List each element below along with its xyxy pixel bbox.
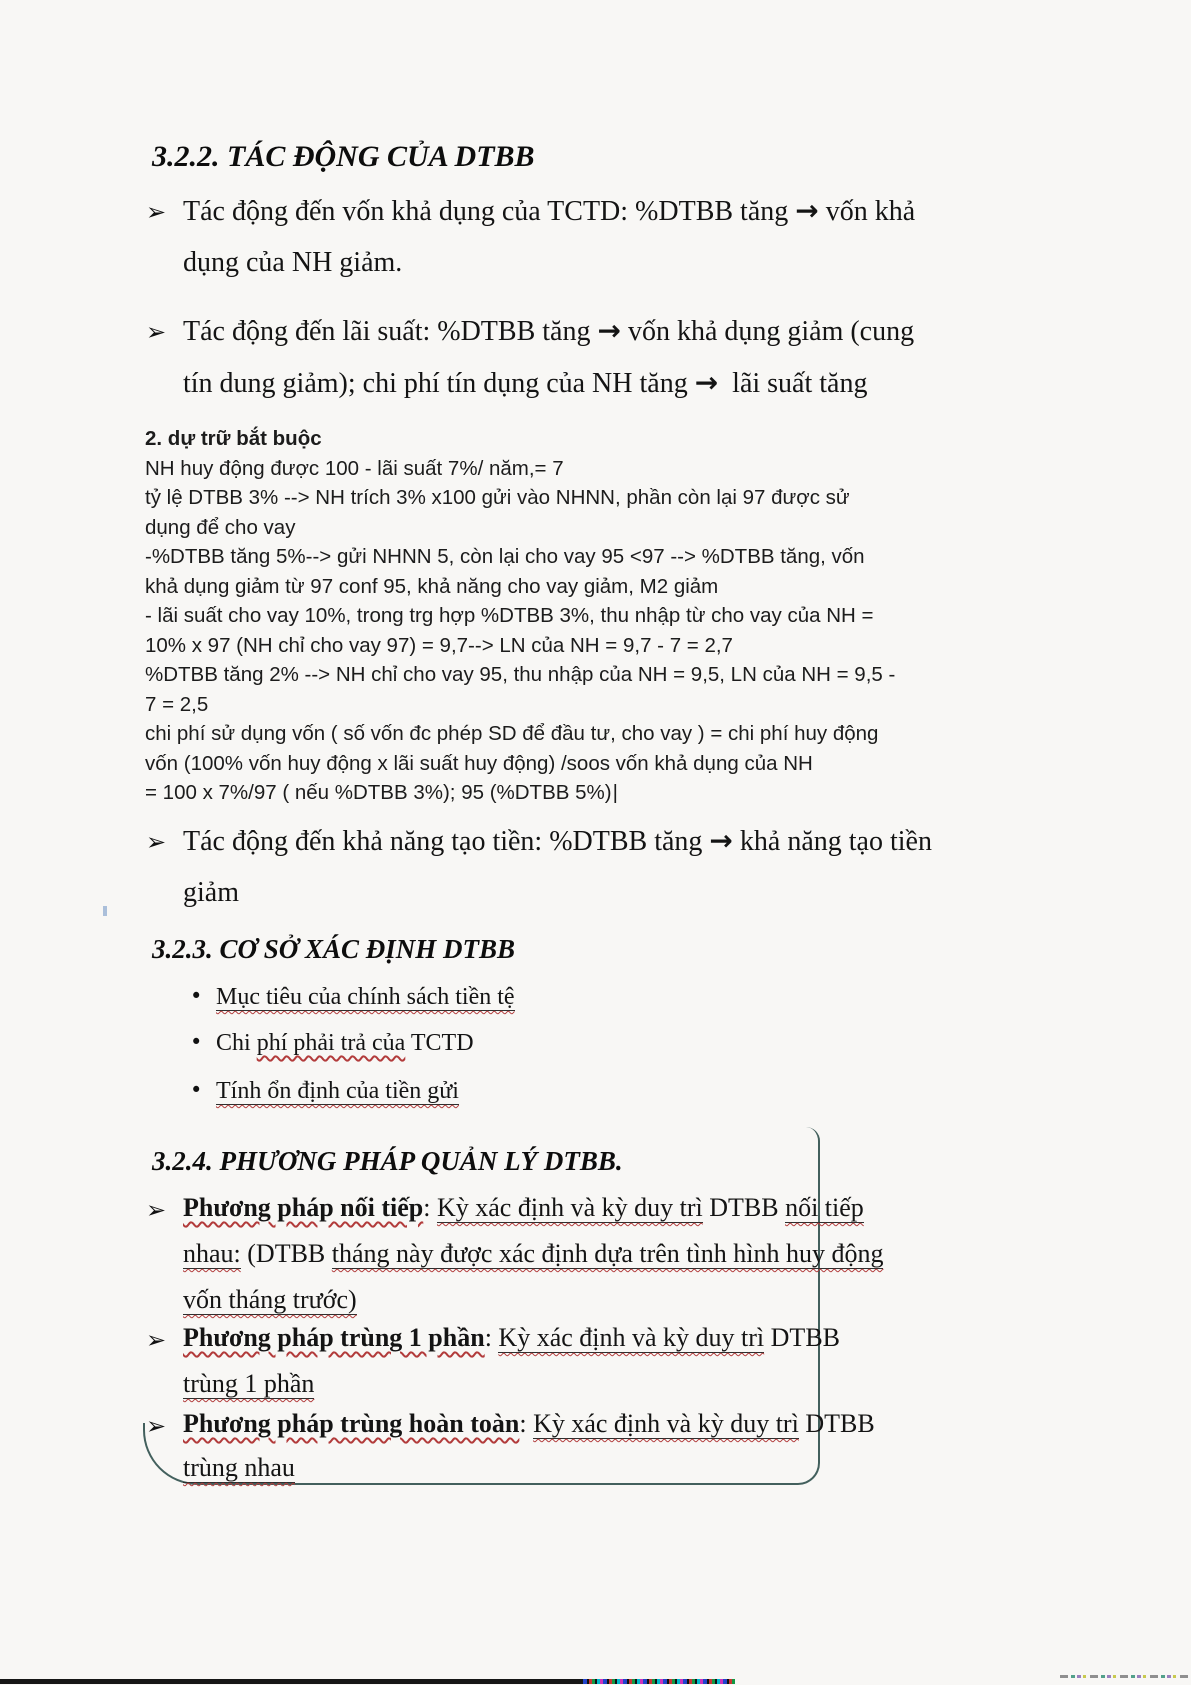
s324-item3-line1: Phương pháp trùng hoàn toàn: Kỳ xác định và kỳ duy trì DTBB: [183, 1409, 875, 1438]
s324-item2-line1: Phương pháp trùng 1 phần: Kỳ xác định và kỳ duy trì DTBB: [183, 1323, 840, 1352]
s324-item1-line1: Phương pháp nối tiếp: Kỳ xác định và kỳ duy trì DTBB nối tiếp: [183, 1193, 864, 1222]
note-line: NH huy động được 100 - lãi suất 7%/ năm,= 7: [145, 456, 564, 480]
note-line: [145, 778, 905, 808]
note-line: %DTBB tăng 2% --> NH chỉ cho vay 95, thu nhập của NH = 9,5, LN của NH = 9,5 -: [145, 663, 896, 686]
artifact-noise-dashes: [583, 1679, 735, 1684]
s324-item1-line3: vốn tháng trước): [183, 1285, 357, 1314]
artifact-noise-dashes: [1060, 1675, 1190, 1678]
s323-item2: Chi phí phải trả của TCTD: [216, 1030, 474, 1056]
frame-left-edge-mask: [141, 1123, 148, 1423]
note-title: 2. dự trữ bắt buộc: [145, 427, 322, 450]
dot-bullet-icon: •: [190, 1078, 203, 1102]
s322-bullet3-line1: Tác động đến khả năng tạo tiền: %DTBB tăng → khả năng tạo tiền: [183, 824, 932, 857]
s323-item3: Tính ổn định của tiền gửi: [216, 1078, 459, 1104]
heading-3-2-4: 3.2.4. PHƯƠNG PHÁP QUẢN LÝ DTBB.: [152, 1146, 623, 1176]
s322-bullet1-line1: Tác động đến vốn khả dụng của TCTD: %DTBB tăng → vốn khả: [183, 194, 916, 227]
note-line-text: = 100 x 7%/97 ( nếu %DTBB 3%); 95 (%DTBB 5%): [145, 781, 612, 804]
heading-3-2-2: 3.2.2. TÁC ĐỘNG CỦA DTBB: [152, 140, 535, 173]
arrow-bullet-icon: ➢: [146, 1196, 167, 1224]
arrow-bullet-icon: ➢: [146, 1412, 167, 1440]
note-line: dụng để cho vay: [145, 515, 296, 539]
inline-note-box: [145, 424, 905, 808]
note-line: khả dụng giảm từ 97 conf 95, khả năng cho vay giảm, M2 giảm: [145, 574, 719, 598]
s322-bullet2-line1: Tác động đến lãi suất: %DTBB tăng → vốn khả dụng giảm (cung: [183, 314, 915, 347]
text-cursor: |: [612, 781, 618, 804]
note-line: - lãi suất cho vay 10%, trong trg hợp %DTBB 3%, thu nhập từ cho vay của NH =: [145, 604, 874, 627]
s322-bullet2-line2: tín dung giảm); chi phí tín dụng của NH tăng → lãi suất tăng: [183, 366, 868, 399]
note-line: 10% x 97 (NH chỉ cho vay 97) = 9,7--> LN của NH = 9,7 - 7 = 2,7: [145, 633, 733, 657]
note-line: tỷ lệ DTBB 3% --> NH trích 3% x100 gửi vào NHNN, phần còn lại 97 được sử: [145, 486, 850, 509]
note-line: vốn (100% vốn huy động x lãi suất huy động) /soos vốn khả dụng của NH: [145, 751, 813, 775]
arrow-bullet-icon: ➢: [146, 318, 167, 346]
heading-3-2-3: 3.2.3. CƠ SỞ XÁC ĐỊNH DTBB: [152, 934, 516, 964]
s322-bullet3-line2: giảm: [183, 877, 239, 908]
s324-item2-line2: trùng 1 phần: [183, 1369, 315, 1398]
dot-bullet-icon: •: [190, 984, 203, 1008]
s324-item1-line2: nhau: (DTBB tháng này được xác định dựa trên tình hình huy động: [183, 1239, 884, 1268]
arrow-bullet-icon: ➢: [146, 1326, 167, 1354]
dot-bullet-icon: •: [190, 1030, 203, 1054]
s324-item3-line2: trùng nhau: [183, 1453, 295, 1482]
note-line: -%DTBB tăng 5%--> gửi NHNN 5, còn lại cho vay 95 <97 --> %DTBB tăng, vốn: [145, 545, 865, 568]
s323-item1: Mục tiêu của chính sách tiền tệ: [216, 984, 515, 1010]
artifact-speck: [103, 906, 107, 916]
arrow-bullet-icon: ➢: [146, 198, 167, 226]
note-line: 7 = 2,5: [145, 692, 209, 716]
note-line: chi phí sử dụng vốn ( số vốn đc phép SD để đầu tư, cho vay ) = chi phí huy động: [145, 722, 879, 745]
arrow-bullet-icon: ➢: [146, 828, 167, 856]
s322-bullet1-line2: dụng của NH giảm.: [183, 247, 403, 278]
